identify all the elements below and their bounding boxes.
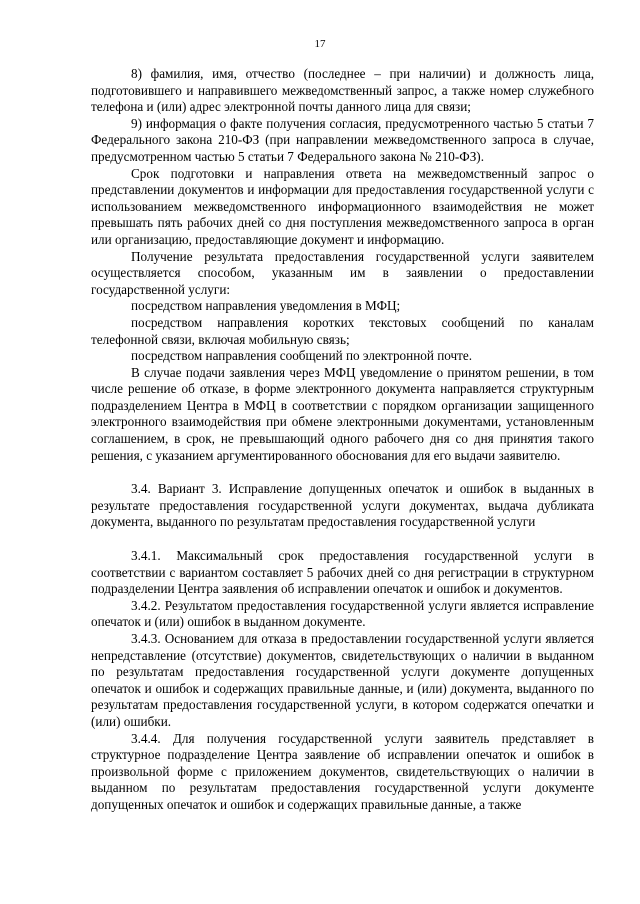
paragraph-3-4-3: 3.4.3. Основанием для отказа в предоставлении государственной услуги является непредставление (отсутствие) документов, свидетельствующих о наличии в выданном по результатам предоставления государственной услуги документе допущенных опечаток и ошибок и содержащих правильные данные, и (или) документа, выданного по результатам предоставления государственной услуги, в котором содержатся опечатки и (или) ошибки. (91, 631, 594, 729)
document-body (91, 66, 594, 814)
paragraph-mfc-notification: В случае подачи заявления через МФЦ уведомление о принятом решении, в том числе решение об отказе, в форме электронного документа направляется структурным подразделением Центра в МФЦ в соответствии с порядком организации защищенного электронного взаимодействия при обмене электронными документами, установленным соглашением, в срок, не превышающий одного рабочего дня со дня принятия такого решения, с указанием аргументированного обоснования для его выдачи заявителю. (91, 364, 594, 463)
section-heading-3-4: 3.4. Вариант 3. Исправление допущенных опечаток и ошибок в выданных в результате предоставления государственной услуги документах, выдача дубликата документа, выданного по результатам предоставления государственной услуги (91, 481, 594, 530)
section-spacer (91, 464, 594, 481)
paragraph-response-deadline: Срок подготовки и направления ответа на межведомственный запрос о представлении документов и информации для предоставления государственной услуги с использованием межведомственного информационного взаимодействия не может превышать пять рабочих дней со дня поступления межведомственного запроса в орган или организацию, предоставляющие документ и информацию. (91, 165, 594, 247)
paragraph-result-receipt: Получение результата предоставления государственной услуги заявителем осуществляется способом, указанным им в заявлении о предоставлении государственной услуги: (91, 248, 594, 297)
paragraph-method-sms: посредством направления коротких текстовых сообщений по каналам телефонной связи, включая мобильную связь; (91, 314, 594, 347)
paragraph-3-4-1: 3.4.1. Максимальный срок предоставления государственной услуги в соответствии с вариантом составляет 5 рабочих дней со дня регистрации в структурном подразделении Центра заявления об исправлении опечаток и ошибок и документов. (91, 548, 594, 597)
section-spacer (91, 531, 594, 548)
paragraph-3-4-4: 3.4.4. Для получения государственной услуги заявитель представляет в структурное подразделение Центра заявление об исправлении опечаток и ошибок в произвольной форме с приложением документов, свидетельствующих о наличии в выданном по результатам предоставления государственной услуги документе допущенных опечаток и ошибок и содержащих правильные данные, а также (91, 730, 594, 812)
paragraph-item-9-consent: 9) информация о факте получения согласия, предусмотренного частью 5 статьи 7 Федерального закона 210-ФЗ (при направлении межведомственного запроса в случае, предусмотренном частью 5 статьи 7 Федерального закона № 210-ФЗ). (91, 115, 594, 164)
page-number: 17 (314, 38, 326, 50)
paragraph-method-email: посредством направления сообщений по электронной почте. (131, 348, 473, 364)
paragraph-item-8-contact: 8) фамилия, имя, отчество (последнее – при наличии) и должность лица, подготовившего и направившего межведомственный запрос, а также номер служебного телефона и (или) адрес электронной почты данного лица для связи; (91, 66, 594, 115)
paragraph-method-mfc: посредством направления уведомления в МФЦ; (131, 298, 401, 314)
paragraph-3-4-2: 3.4.2. Результатом предоставления государственной услуги является исправление опечаток и (или) ошибок в выданном документе. (91, 597, 594, 630)
